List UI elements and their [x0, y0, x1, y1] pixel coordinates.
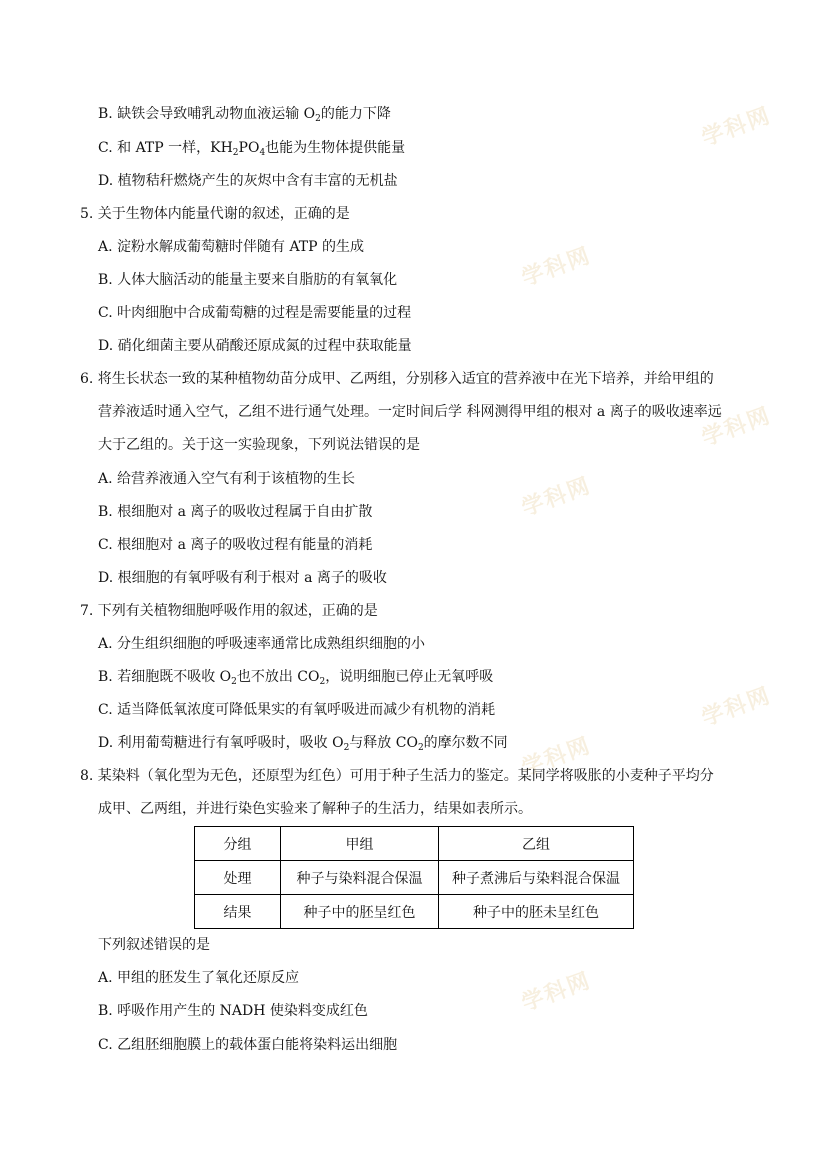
q5-option-a: A. 淀粉水解成葡萄糖时伴随有 ATP 的生成	[98, 239, 365, 255]
q5-option-b: B. 人体大脑活动的能量主要来自脂肪的有氧氧化	[98, 272, 398, 288]
watermark: 学科网	[698, 102, 775, 152]
q7-option-d: D. 利用葡萄糖进行有氧呼吸时，吸收 $O_2$与释放 $CO_2$的摩尔数不同	[98, 735, 508, 753]
watermark: 学科网	[698, 402, 775, 452]
table-header-cell: 分组	[195, 827, 281, 861]
q4-option-b: B. 缺铁会导致哺乳动物血液运输 $O_2$的能力下降	[98, 106, 391, 124]
watermark: 学科网	[518, 242, 595, 292]
q8-option-a: A. 甲组的胚发生了氧化还原反应	[98, 970, 300, 986]
q6-stem-line3: 大于乙组的。关于这一实验现象，下列说法错误的是	[98, 437, 420, 453]
q7-option-c: C. 适当降低氧浓度可降低果实的有氧呼吸进而减少有机物的消耗	[98, 702, 496, 718]
table-cell: 种子与染料混合保温	[281, 861, 439, 895]
q4-option-d: D. 植物秸秆燃烧产生的灰烬中含有丰富的无机盐	[98, 173, 398, 189]
table-cell: 种子中的胚未呈红色	[439, 895, 634, 929]
table-header-cell: 甲组	[281, 827, 439, 861]
q4-option-c: C. 和 ATP 一样，$KH_2PO_4$也能为生物体提供能量	[98, 140, 406, 158]
watermark: 学科网	[518, 732, 595, 782]
q8-stem-line2: 成甲、乙两组，并进行染色实验来了解种子的生活力，结果如表所示。	[98, 801, 532, 817]
q7-option-a: A. 分生组织细胞的呼吸速率通常比成熟组织细胞的小	[98, 636, 426, 652]
q6-option-a: A. 给营养液通入空气有利于该植物的生长	[98, 471, 356, 487]
q8-follow-up: 下列叙述错误的是	[98, 937, 210, 953]
q8-stem-line1: 8. 某染料（氧化型为无色，还原型为红色）可用于种子生活力的鉴定。某同学将吸胀的小麦种子平均分	[80, 768, 714, 784]
q7-option-b: B. 若细胞既不吸收 $O_2$也不放出 $CO_2$，说明细胞已停止无氧呼吸	[98, 669, 494, 687]
q5-option-d: D. 硝化细菌主要从硝酸还原成氮的过程中获取能量	[98, 338, 412, 354]
q6-option-c: C. 根细胞对 a 离子的吸收过程有能量的消耗	[98, 537, 373, 553]
table-cell: 结果	[195, 895, 281, 929]
table-row	[195, 895, 634, 929]
table-cell: 种子煮沸后与染料混合保温	[439, 861, 634, 895]
table-cell: 种子中的胚呈红色	[281, 895, 439, 929]
table-header-row	[195, 827, 634, 861]
watermark: 学科网	[698, 682, 775, 732]
watermark: 学科网	[518, 967, 595, 1017]
q8-option-b: B. 呼吸作用产生的 NADH 使染料变成红色	[98, 1003, 368, 1019]
q7-stem: 7. 下列有关植物细胞呼吸作用的叙述，正确的是	[80, 603, 378, 619]
results-table	[194, 826, 634, 929]
q6-option-d: D. 根细胞的有氧呼吸有利于根对 a 离子的吸收	[98, 570, 387, 586]
q5-option-c: C. 叶肉细胞中合成葡萄糖的过程是需要能量的过程	[98, 305, 412, 321]
table-cell: 处理	[195, 861, 281, 895]
q6-stem-line2: 营养液适时通入空气，乙组不进行通气处理。一定时间后学 科网测得甲组的根对 a 离子的吸收速率远	[98, 404, 722, 420]
q5-stem: 5. 关于生物体内能量代谢的叙述，正确的是	[80, 206, 350, 222]
table-header-cell: 乙组	[439, 827, 634, 861]
q6-option-b: B. 根细胞对 a 离子的吸收过程属于自由扩散	[98, 504, 373, 520]
q8-option-c: C. 乙组胚细胞膜上的载体蛋白能将染料运出细胞	[98, 1037, 398, 1053]
watermark: 学科网	[518, 472, 595, 522]
table-row	[195, 861, 634, 895]
q6-stem-line1: 6. 将生长状态一致的某种植物幼苗分成甲、乙两组，分别移入适宜的营养液中在光下培养，并给甲组的	[80, 371, 714, 387]
